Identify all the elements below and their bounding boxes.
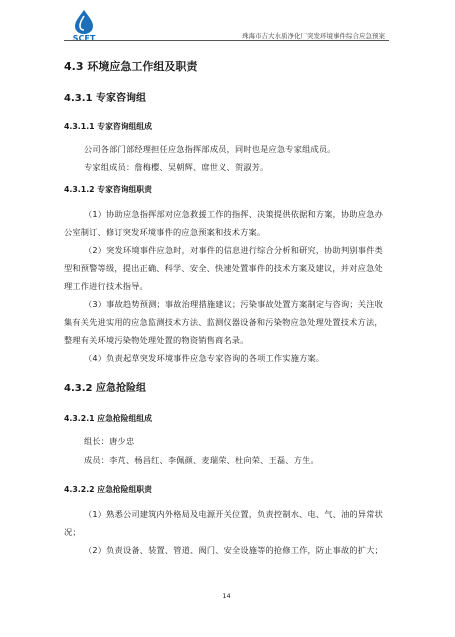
svg-text:SCET: SCET (72, 34, 96, 42)
paragraph: （3）事故趋势预测；事故治理措施建议；污染事故处置方案制定与咨询；关注收集有关先进实用的应急监测技术方法、监测仪器设备和污染物应急处理处置技术方法，整理有关环境污染物处理处置的物资销售商名录。 (64, 299, 383, 345)
paragraph: 公司各部门部经理担任应急指挥部成员，同时也是应急专家组成员。 (84, 144, 336, 154)
duties-heading-expert: 4.3.1.2 专家咨询组职责 (64, 185, 152, 194)
header-divider (64, 40, 389, 41)
paragraph: （1）协助应急指挥部对应急救援工作的指挥、决策提供依据和方案，协助应急办公室制订、修订突发环境事件的应急预案和技术方案。 (64, 209, 383, 237)
paragraph: 专家组成员：詹梅樱、吴朝辉、席世义、贺淑芳。 (84, 162, 269, 172)
header-title: 珠海市吉大水质净化厂突发环境事件综合应急预案 (242, 32, 385, 40)
subsection-heading-rescue: 4.3.2 应急抢险组 (64, 383, 146, 394)
company-logo (64, 8, 104, 42)
duties-heading-rescue: 4.3.2.2 应急抢险组职责 (64, 485, 152, 494)
subsection-heading-expert: 4.3.1 专家咨询组 (64, 93, 146, 104)
composition-heading-expert: 4.3.1.1 专家咨询组组成 (64, 122, 152, 131)
paragraph: 成员：李芃、杨昌红、李佩颜、麦瑞荣、杜向荣、王磊、方生。 (84, 455, 319, 465)
paragraph: （1）熟悉公司建筑内外格局及电源开关位置，负责控制水、电、气、油的异常状况； (64, 509, 383, 537)
page-number: 14 (222, 592, 231, 600)
paragraph: （2）负责设备、装置、管道、阀门、安全设施等的抢修工作，防止事故的扩大； (84, 545, 383, 555)
paragraph: （4）负责起草突发环境事件应急专家咨询的各项工作实施方案。 (84, 353, 325, 363)
section-heading: 4.3 环境应急工作组及职责 (64, 60, 198, 73)
paragraph: （2）突发环境事件应急时，对事件的信息进行综合分析和研究，协助判别事件类型和预警等级，提出正确、科学、安全、快速处置事件的技术方案及建议，并对应急处理工作进行技术指导。 (64, 245, 383, 291)
composition-heading-rescue: 4.3.2.1 应急抢险组组成 (64, 414, 152, 423)
paragraph: 组长：唐少忠 (84, 436, 135, 446)
